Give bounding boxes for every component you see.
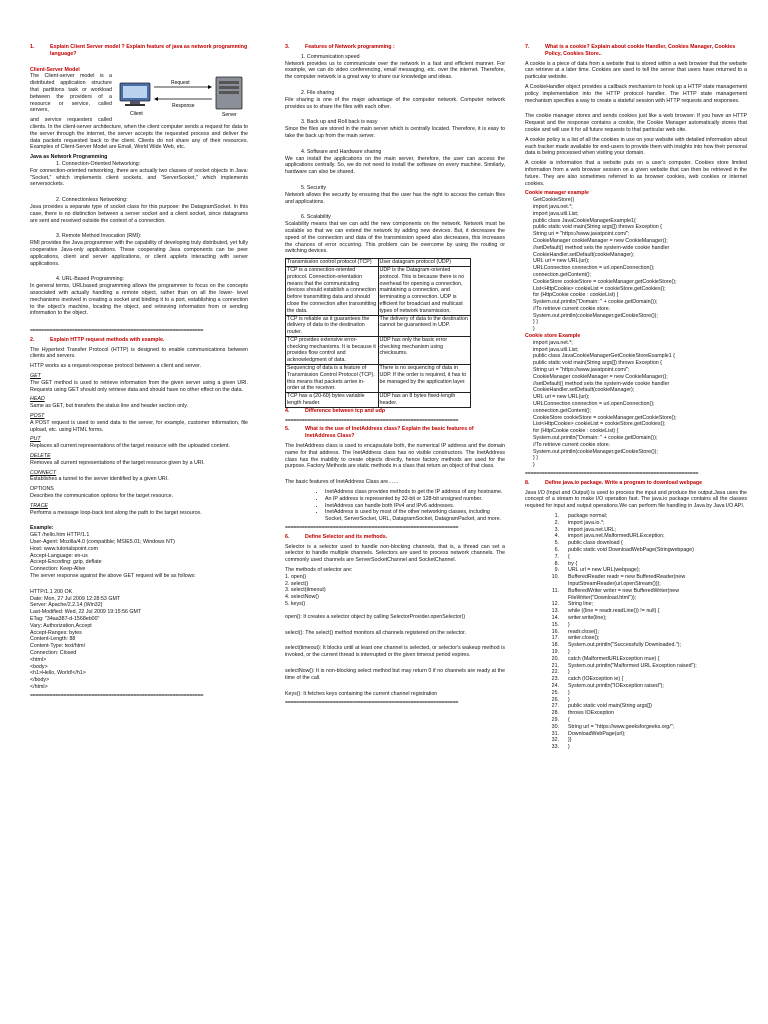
code-line: } bbox=[533, 326, 535, 333]
client-server-body: and service requesters called clients. In the client-server architecture, when the client computer sends a request for data to the server through the internet, the server accepts the requested process and deliver the data packets requested back to the client. Clients do not share any of their resources. Examples of Client-Server Model are Email, World Wide Web, etc. bbox=[30, 117, 248, 151]
code-line: URL url = new URL(uri); bbox=[533, 258, 590, 265]
feature-2-title: 2. File sharing bbox=[301, 89, 335, 96]
line-number: 21. bbox=[551, 662, 559, 669]
program-line bbox=[525, 540, 747, 547]
code-line: import java.net.*; bbox=[533, 203, 573, 210]
keys-description: Keys(): It fetches keys containing the current channel registration bbox=[285, 690, 438, 697]
code-line: System.out.println(cookieManager.getCookieStore()); bbox=[533, 448, 658, 455]
client-server-intro: The Client-server model is a distributed application structure that partitions task or workload between the providers of a resource or service, called servers, bbox=[30, 73, 112, 114]
feature-6-title: 6. Scalability bbox=[301, 214, 331, 221]
code-line: List<HttpCookie> cookieList = cookieStore.getCookies(); bbox=[533, 421, 666, 428]
response-line: <body> bbox=[30, 663, 48, 670]
code-line: } } bbox=[533, 319, 539, 326]
line-code: catch (MalformedURLException mue) { bbox=[568, 655, 660, 662]
program-line bbox=[525, 588, 747, 602]
line-number: 13. bbox=[551, 608, 559, 615]
program-line bbox=[525, 520, 747, 527]
line-code: } bbox=[568, 621, 570, 628]
line-number: 29. bbox=[551, 716, 559, 723]
connectionless-title: 2. Connectionless Networking: bbox=[56, 197, 128, 204]
program-line bbox=[525, 608, 747, 615]
selector-method-item: 1. open() bbox=[285, 573, 307, 580]
feature-1-title: 1. Communication speed bbox=[301, 53, 360, 60]
request-label: Request bbox=[171, 80, 190, 87]
program-line bbox=[525, 554, 747, 561]
line-number: 20. bbox=[551, 655, 559, 662]
cookie-body-3: The cookie manager stores and sends cookies just like a web browser. If you have an HTTP Request and the response contains a cookie, the Cookie Manager automatically stores that cookie and will use it for all future requests to that particular web site. bbox=[525, 113, 747, 133]
line-code: catch (IOException ie) { bbox=[568, 676, 624, 683]
table-row bbox=[286, 315, 471, 336]
program-line bbox=[525, 567, 747, 574]
line-code: System.out.println("Successfully Downloaded."); bbox=[568, 642, 681, 649]
code-line: //To retrieve current cookie store. bbox=[533, 305, 611, 312]
separator: ============================================================== bbox=[30, 692, 204, 699]
response-line: ETag: "34aa387-d-1568eb00" bbox=[30, 615, 100, 622]
http-intro-1: The Hypertext Transfer Protocol (HTTP) is designed to enable communications between clients and servers. bbox=[30, 346, 248, 360]
code-line: CookieHandler.setDefault(cookieManager); bbox=[533, 387, 635, 394]
code-line: import java.net.*; bbox=[533, 339, 573, 346]
separator: ============================================================== bbox=[285, 700, 459, 707]
line-number: 10. bbox=[551, 574, 559, 581]
line-code: package normal; bbox=[568, 513, 608, 519]
feature-1-body: Network provides us to communicate over the network in a fast and efficient manner. For example, we can do video conferencing, email messaging, etc. over the internet. Therefore, the computer network is a great way to share our knowledge and ideas. bbox=[285, 60, 505, 81]
program-line bbox=[525, 690, 747, 697]
code-line: public static void main(String args[]) throws Exception { bbox=[533, 224, 662, 231]
program-line bbox=[525, 676, 747, 683]
program-line bbox=[525, 635, 747, 642]
options-body: Describes the communication options for the target resource. bbox=[30, 493, 174, 500]
client-server-heading: Client-Server Model bbox=[30, 66, 80, 73]
client-server-diagram bbox=[116, 73, 248, 119]
inetaddress-features-intro: The basic features of InetAddress Class are…… bbox=[285, 479, 399, 486]
line-code: String line; bbox=[568, 601, 594, 608]
table-row bbox=[286, 365, 471, 393]
cookie-body-1: A cookie is a piece of data from a website that is stored within a web browser that the website can retrieve at a later time. Cookies are used to tell the server that users have returned to a particular website. bbox=[525, 60, 747, 81]
response-line: Content-Type: text/html bbox=[30, 643, 85, 650]
program-line bbox=[525, 561, 747, 568]
code-line: public static void main(String args[]) throws Exception { bbox=[533, 360, 662, 367]
separator: ============================================================== bbox=[30, 328, 204, 335]
inetaddress-features-list bbox=[285, 489, 505, 523]
line-number: 18. bbox=[551, 642, 559, 649]
selector-method-item: 3. select(timeout) bbox=[285, 587, 326, 594]
line-code: String url = "https://www.geeksforgeeks.org/"; bbox=[568, 723, 675, 730]
line-number: 23. bbox=[551, 676, 559, 683]
line-number: 17. bbox=[551, 635, 559, 642]
table-cell: The delivery of data to the destination cannot be guaranteed in UDP. bbox=[378, 315, 471, 336]
table-cell: UDP has only the basic error checking mechanism using checksums. bbox=[378, 336, 471, 364]
table-cell: TCP is a connection-oriented protocol. Connection-orientation means that the communicating devices should establish a connection before transmitting data and should close the connection after transmitting the data. bbox=[287, 266, 377, 314]
code-line: URLConnection connection = url.openConnection(); bbox=[533, 401, 655, 408]
line-number: 14. bbox=[551, 614, 559, 621]
table-cell: Sequencing of data is a feature of Transmission Control Protocol (TCP). this means that packets arrive in-order at the receiver. bbox=[286, 365, 379, 393]
code-line: CookieManager cookieManager = new CookieManager(); bbox=[533, 373, 668, 380]
inetaddress-body: The InetAddress class is used to encapsulate both, the numerical IP address and the domain name for that address. The InetAddress class has no visible constructors. The InetAddress class has the inability to create objects directly, hence factory methods are used for the purpose. Factory Methods are static methods in a class that return an object of that class. bbox=[285, 443, 505, 470]
line-number: 30. bbox=[551, 723, 559, 730]
put-heading: PUT bbox=[30, 436, 41, 443]
feature-4-title: 4. Software and Hardware sharing bbox=[301, 148, 382, 155]
table-cell: Transmission control protocol (TCP) bbox=[286, 259, 379, 267]
question-5-heading: 5. What is the use of InetAddress class? Explain the basic features of InetAddress Class? bbox=[285, 426, 474, 440]
line-code: try { bbox=[568, 560, 578, 567]
request-line: Accept-Encoding: gzip, deflate bbox=[30, 559, 102, 566]
code-line: CookieManager cookieManager = new CookieManager(); bbox=[533, 237, 668, 244]
table-row bbox=[286, 393, 471, 408]
line-code: } bbox=[568, 696, 570, 703]
url-programming-body: In general terms, URLbased programming allows the programmer to focus on the concepts associated with actually handling a remote object, rather than on all the lower- level mechanisms involved in creating a socket and binding it to a port, establishing a connection to the object's machine, locating the object, and retrieving information from or sending information to the object. bbox=[30, 283, 248, 317]
code-line: System.out.println("Domain: " + cookie.getDomain()); bbox=[533, 299, 658, 306]
code-line: //To retrieve current cookie store. bbox=[533, 441, 611, 448]
request-line: GET /hello.htm HTTP/1.1 bbox=[30, 532, 90, 539]
code-line: //setDefault() method sets the system-wide cookie handler bbox=[533, 380, 670, 387]
program-line bbox=[525, 574, 747, 588]
program-line bbox=[525, 710, 747, 717]
cookie-store-example-heading: Cookie store Example bbox=[525, 333, 581, 340]
feature-5-title: 5. Security bbox=[301, 184, 327, 191]
question-1-heading: 1. Explain Client Server model ? Explain feature of java as network programming language? bbox=[30, 44, 248, 57]
line-code: } bbox=[568, 669, 570, 676]
table-row bbox=[286, 259, 471, 267]
line-code: } bbox=[568, 689, 570, 696]
code-line: } } bbox=[533, 455, 539, 462]
connectionless-body: Java provides a separate type of socket class for this purpose: the DatagramSocket. In this case, there is no distinction between a server socket and a client socket, since datagrams are sent and received outside the context of a connection. bbox=[30, 203, 248, 224]
program-line bbox=[525, 724, 747, 731]
cookie-manager-example-heading: Cookie manager example bbox=[525, 190, 589, 197]
code-line: for (HttpCookie cookie : cookieList) { bbox=[533, 428, 619, 435]
column-1 bbox=[30, 44, 248, 702]
line-number: 26. bbox=[551, 696, 559, 703]
code-line: import java.util.List; bbox=[533, 346, 579, 353]
program-line bbox=[525, 547, 747, 554]
response-line: <html> bbox=[30, 656, 47, 663]
separator: ============================================================== bbox=[525, 471, 699, 478]
request-example bbox=[30, 532, 248, 573]
client-label: Client bbox=[130, 111, 143, 118]
table-cell: UDP has an 8 bytes fixed-length header. bbox=[378, 393, 471, 408]
table-cell: User datagram protocol (UDP) bbox=[378, 259, 471, 267]
program-line bbox=[525, 513, 747, 520]
selector-methods-heading: The methods of selector are: bbox=[285, 567, 353, 573]
connect-heading: CONNECT bbox=[30, 469, 57, 476]
separator: ============================================================== bbox=[285, 525, 459, 532]
column-2 bbox=[285, 44, 505, 709]
line-code: BufferedReader readr = new BufferedReader(new InputStreamReader(url.openStream())); bbox=[568, 574, 686, 587]
code-line: URLConnection connection = url.openConnection(); bbox=[533, 265, 655, 272]
code-line: CookieStore cookieStore = cookieManager.getCookieStore(); bbox=[533, 278, 677, 285]
select-now-description: selectNow(): It is non-blocking select method but may return 0 if no channels are ready at the time of the call. bbox=[285, 667, 505, 681]
cookie-body-2: A CookieHandler object provides a callback mechanism to hook up a HTTP state management policy implementation into the HTTP protocol handler. The HTTP state management mechanism specifies a way to create a stateful session with HTTP requests and responses. bbox=[525, 83, 747, 104]
program-line bbox=[525, 601, 747, 608]
program-line bbox=[525, 615, 747, 622]
question-6-heading: 6. Define Selector and its methods. bbox=[285, 533, 388, 540]
line-code: }} bbox=[568, 737, 572, 744]
code-line: public class JavaCookieManagerGetCookieStoreExample1 { bbox=[533, 353, 675, 360]
code-line: GetCookieStore() bbox=[533, 197, 575, 204]
response-line: Content-Length: 88 bbox=[30, 636, 76, 643]
line-number: 8. bbox=[554, 560, 559, 567]
line-code: public static void DownloadWebPage(Stringwebpage) bbox=[568, 546, 694, 553]
response-line: Accept-Ranges: bytes bbox=[30, 629, 82, 636]
select-description: select(): The select() method monitors all channels registered on the selector. bbox=[285, 629, 466, 636]
line-code: writer.write(line); bbox=[568, 614, 607, 621]
code-line: List<HttpCookie> cookieList = cookieStore.getCookies(); bbox=[533, 285, 666, 292]
program-line bbox=[525, 663, 747, 670]
line-number: 4. bbox=[554, 533, 559, 540]
url-programming-title: 4. URL-Based Programming: bbox=[56, 276, 125, 283]
cookie-manager-code bbox=[525, 197, 747, 333]
connect-body: Establishes a tunnel to the server identified by a given URI. bbox=[30, 476, 169, 483]
response-line: Server: Apache/2.2.14 (Win32) bbox=[30, 602, 103, 609]
code-line: import java.util.List; bbox=[533, 210, 579, 217]
tcp-udp-table bbox=[285, 258, 471, 408]
program-line bbox=[525, 622, 747, 629]
program-line bbox=[525, 744, 747, 751]
feature-bullet-item: • InetAddress can handle both IPv4 and IPv6 addresses. bbox=[325, 503, 505, 510]
response-intro: The server response against the above GET request will be as follows: bbox=[30, 573, 196, 579]
program-line bbox=[525, 656, 747, 663]
program-line bbox=[525, 533, 747, 540]
feature-3-body: Since the files are stored in the main server which is centrally located. Therefore, it is easy to take the back up from the main server. bbox=[285, 126, 505, 139]
table-cell: TCP is reliable as it guarantees the delivery of data to the destination router. bbox=[286, 315, 379, 336]
line-number: 15. bbox=[551, 621, 559, 628]
line-number: 2. bbox=[554, 519, 559, 526]
question-2-heading: 2. Explain HTTP request methods with example. bbox=[30, 336, 165, 343]
delete-body: Removes all current representations of the target resource given by a URI. bbox=[30, 459, 205, 466]
line-code: { bbox=[568, 553, 570, 560]
program-line bbox=[525, 697, 747, 704]
selector-method-item: 2. select() bbox=[285, 580, 309, 587]
request-line: Connection: Keep-Alive bbox=[30, 566, 86, 573]
line-code: import java.net.URL; bbox=[568, 526, 617, 533]
program-line bbox=[525, 669, 747, 676]
head-body: Same as GET, but transfers the status line and header section only. bbox=[30, 403, 189, 410]
code-line: connection.getContent(); bbox=[533, 407, 592, 414]
response-line: Last-Modified: Wed, 22 Jul 2009 19:15:56 GMT bbox=[30, 609, 142, 616]
line-number: 3. bbox=[554, 526, 559, 533]
code-line: System.out.println(cookieManager.getCookieStore()); bbox=[533, 312, 658, 319]
put-body: Replaces all current representations of the target resource with the uploaded content. bbox=[30, 443, 230, 450]
table-cell: TCP provides extensive error-checking mechanisms. It is because it provides flow control and acknowledgment of data. bbox=[286, 336, 379, 364]
http-intro-2: HTTP works as a request-response protocol between a client and server. bbox=[30, 363, 201, 370]
cookie-store-code bbox=[525, 340, 747, 469]
line-code: System.out.println("IOException raised"); bbox=[568, 682, 664, 689]
question-7-heading: 7. What is a cookie? Explain about cookie Handler, Cookies Manager, Cookies Policy, Cookies Store.. bbox=[525, 44, 736, 57]
post-heading: POST bbox=[30, 413, 45, 420]
select-timeout-description: select(timeout): It blocks until at least one channel is selected, or selector's wakeup method is invoked, or the current thread is interrupted or the given timeout period expires. bbox=[285, 645, 505, 659]
line-number: 1. bbox=[554, 513, 559, 519]
table-row bbox=[286, 336, 471, 364]
line-code: BufferedWriter writer = new BufferedWriter(new FileWriter("Download.html")); bbox=[568, 587, 680, 601]
trace-body: Performs a message loop-back test along the path to the target resource. bbox=[30, 509, 202, 516]
line-number: 19. bbox=[551, 648, 559, 655]
java-io-body: Java I/O (Input and Output) is used to process the input and produce the output.Java uses the concept of a stream to make I/O operation fast. The java.io package contains all the classes required for input and output operations.We can perform file handling in Java by Java I/O API. bbox=[525, 489, 747, 510]
connection-oriented-body: For connection-oriented networking, there are actually two classes of socket objects in Java: "Socket," which implements client sockets, and "ServerSocket," which implements serversockets. bbox=[30, 167, 248, 188]
response-label: Response bbox=[172, 103, 195, 110]
program-line bbox=[525, 642, 747, 649]
code-line: CookieStore cookieStore = cookieManager.getCookieStore(); bbox=[533, 414, 677, 421]
feature-6-body: Scalability means that we can add the new components on the network. Network must be scalable so that we can extend the network by adding new devices. But, it decreases the speed of the connection and data of the transmission speed also decreases, this increases the chances of error occurring. This problem can be overcome by using the routing or switching devices. bbox=[285, 221, 505, 255]
line-code: DownloadWebPage(url); bbox=[568, 730, 626, 737]
line-number: 28. bbox=[551, 710, 559, 717]
request-line: User-Agent: Mozilla/4.0 (compatible; MSIE5.01; Windows NT) bbox=[30, 539, 175, 546]
line-number: 33. bbox=[551, 744, 559, 751]
trace-heading: TRACE bbox=[30, 502, 48, 509]
program-line bbox=[525, 629, 747, 636]
line-code: readr.close(); bbox=[568, 628, 599, 635]
program-line bbox=[525, 717, 747, 724]
question-4-heading: 4. Difference between tcp and udp bbox=[285, 407, 386, 414]
download-program bbox=[525, 513, 747, 751]
code-line: CookieHandler.setDefault(cookieManager); bbox=[533, 251, 635, 258]
line-number: 32. bbox=[551, 737, 559, 744]
line-number: 6. bbox=[554, 546, 559, 553]
get-heading: GET bbox=[30, 373, 41, 380]
table-row bbox=[286, 266, 471, 315]
table-cell: UDP is the Datagram-oriented protocol. This is because there is no overhead for opening a connection, maintaining a connection, and terminating a connection. UDP is efficient for broadcast and multicast types of network transmission. bbox=[378, 266, 471, 315]
question-3-heading: 3. Features of Network programming : bbox=[285, 44, 395, 50]
get-body: The GET method is used to retrieve information from the given server using a given URI. Requests using GET should only retrieve data and should have no other effect on the data. bbox=[30, 379, 248, 393]
rmi-title: 3. Remote Method Invocation (RMI): bbox=[56, 233, 142, 240]
code-line: public class JavaCookieManagerExample1{ bbox=[533, 217, 636, 224]
line-code: } bbox=[568, 648, 570, 655]
selector-method-item: 4. selectNow() bbox=[285, 594, 319, 601]
line-code: URL url = new URL(webpage); bbox=[568, 567, 641, 574]
java-network-heading: Java as Network Programming bbox=[30, 154, 108, 161]
feature-4-body: We can install the applications on the main server, therefore, the user can access the applications centrally. So, we do not need to install the software on every machine. Similarly, hardware can also be shared. bbox=[285, 155, 505, 176]
response-line: </body> bbox=[30, 677, 50, 684]
code-line: System.out.println("Domain: " + cookie.getDomain()); bbox=[533, 435, 658, 442]
program-line bbox=[525, 737, 747, 744]
response-line: <h1>Hello, World!</h1> bbox=[30, 670, 86, 677]
code-line: URL url = new URL(uri); bbox=[533, 394, 590, 401]
feature-bullet-item: • InetAddress class provides methods to get the IP address of any hostname. bbox=[325, 489, 505, 496]
line-number: 22. bbox=[551, 669, 559, 676]
response-line: HTTP/1.1 200 OK bbox=[30, 588, 73, 595]
connection-oriented-title: 1. Connection-Oriented Networking: bbox=[56, 160, 141, 167]
open-description: open(): It creates a selector object by calling SelectorProvider.openSelector() bbox=[285, 613, 466, 620]
response-example bbox=[30, 589, 248, 691]
code-line: } bbox=[533, 462, 535, 469]
line-number: 31. bbox=[551, 730, 559, 737]
line-number: 7. bbox=[554, 553, 559, 560]
selector-method-item: 5. keys() bbox=[285, 600, 306, 607]
line-code: writer.close(); bbox=[568, 635, 600, 642]
response-line: Date: Mon, 27 Jul 2009 12:28:53 GMT bbox=[30, 595, 121, 602]
request-line: Host: www.tutorialspoint.com bbox=[30, 545, 99, 552]
cookie-body-4: A cookie policy is a list of all the cookies in use on your website with detailed information about each tracker made available for end-users to provide them with insights into how their personal data is being processed when visiting your domain. bbox=[525, 136, 747, 157]
line-code: while ((line = readr.readLine()) != null) { bbox=[568, 608, 660, 615]
code-line: String uri = "https://www.javatpoint.com/"; bbox=[533, 231, 630, 238]
feature-5-body: Network allows the security by ensuring that the user has the right to access the certain files and applications. bbox=[285, 191, 505, 205]
request-line: Accept-Language: en-us bbox=[30, 552, 88, 559]
code-line: for (HttpCookie cookie : cookieList) { bbox=[533, 292, 619, 299]
table-cell: TCP has a (20-60) bytes variable length header. bbox=[286, 393, 379, 408]
line-code: } bbox=[568, 744, 570, 751]
options-heading: OPTIONS bbox=[30, 486, 54, 493]
line-number: 27. bbox=[551, 703, 559, 710]
example-heading: Example: bbox=[30, 525, 54, 532]
code-line: //setDefault() method sets the system-wide cookie handler bbox=[533, 244, 670, 251]
line-number: 12. bbox=[551, 601, 559, 608]
column-3 bbox=[525, 44, 747, 751]
program-line bbox=[525, 649, 747, 656]
separator: ============================================================== bbox=[285, 417, 459, 424]
selector-methods-list bbox=[285, 574, 505, 608]
feature-3-title: 3. Back up and Roll back is easy bbox=[301, 119, 378, 126]
code-line: connection.getContent(); bbox=[533, 271, 592, 278]
selector-body: Selector is a selector used to handle non-blocking channels, that is, a thread can set a selector to handle multiple channels. Selectors are used to process network channels. The commonly used channels are ServerSocketChannel and SocketChannel. bbox=[285, 543, 505, 564]
line-number: 16. bbox=[551, 628, 559, 635]
line-number: 25. bbox=[551, 689, 559, 696]
line-number: 11. bbox=[552, 587, 559, 594]
line-code: System.out.println("Malformed URL Exception raised"); bbox=[568, 662, 697, 669]
line-code: public static void main(String args[]) bbox=[568, 703, 652, 710]
response-line: </html> bbox=[30, 683, 48, 690]
line-code: public class download { bbox=[568, 540, 623, 547]
program-line bbox=[525, 731, 747, 738]
response-line: Vary: Authorization,Accept bbox=[30, 622, 92, 629]
delete-heading: DELETE bbox=[30, 453, 51, 460]
program-line bbox=[525, 527, 747, 534]
line-number: 24. bbox=[551, 682, 559, 689]
line-code: import java.net.MalformedURLException; bbox=[568, 533, 665, 540]
line-code: import java.io.*; bbox=[568, 519, 605, 526]
head-heading: HEAD bbox=[30, 396, 45, 403]
server-label: Server bbox=[222, 112, 237, 119]
question-8-heading: 8. Define java.io package. Write a program to download webpage bbox=[525, 479, 703, 486]
feature-bullet-item: • An IP address is represented by 32-bit or 128-bit unsigned number. bbox=[325, 496, 505, 503]
line-code: throws IOException bbox=[568, 710, 614, 717]
code-line: String uri = "https://www.javatpoint.com/"; bbox=[533, 367, 630, 374]
line-code: { bbox=[568, 716, 570, 723]
feature-2-body: File sharing is one of the major advantage of the computer network. Computer network provides us to share the files with each other. bbox=[285, 96, 505, 110]
line-number: 5. bbox=[554, 540, 559, 547]
line-number: 9. bbox=[554, 567, 559, 574]
cookie-body-5: A cookie is information that a website puts on a user's computer. Cookies store limited information from a web browser session on a given website that can then be retrieved in the future. They are also sometimes referred to as browser cookies, web cookies or internet cookies. bbox=[525, 160, 747, 187]
response-line: Connection: Closed bbox=[30, 649, 77, 656]
rmi-body: RMI provides the Java programmer with the capability of developing truly distributed, yet fully cooperative Java-only applications. These cooperating Java components can be peer applications, client and server applications, or client applets interacting with server applications. bbox=[30, 240, 248, 267]
table-cell: There is no sequencing of data in UDP. If the order is required, it has to be managed by the application layer. bbox=[378, 365, 471, 393]
program-line bbox=[525, 703, 747, 710]
post-body: A POST request is used to send data to the server, for example, customer information, file upload, etc. using HTML forms. bbox=[30, 419, 248, 433]
feature-bullet-item: • InetAddress is used by most of the other networking classes, including Socket, ServerSocket, URL, DatagramSocket, DatagramPacket, and more. bbox=[325, 509, 505, 523]
program-line bbox=[525, 683, 747, 690]
